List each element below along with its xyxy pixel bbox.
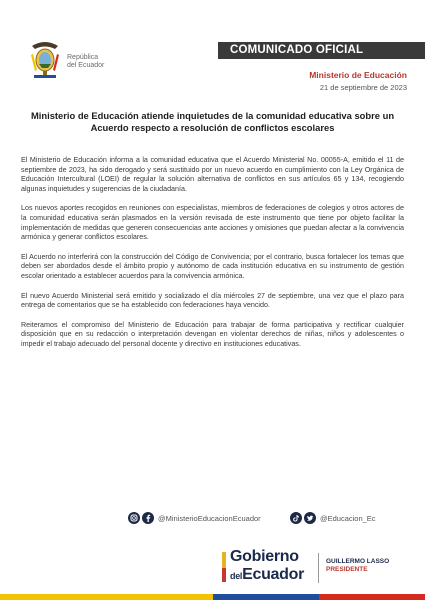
footer-divider — [318, 553, 319, 583]
president-title: PRESIDENTE — [326, 566, 368, 573]
facebook-icon[interactable] — [142, 512, 154, 524]
flag-blue-band — [213, 594, 319, 600]
document-title: Ministerio de Educación atiende inquietudes de la comunidad educativa sobre un Acuerdo respecto a resolución de conflictos escolares — [30, 110, 395, 133]
paragraph-2: Los nuevos aportes recogidos en reuniones con especialistas, miembros de federaciones de colegios y otros actores de la comunidad educativa serán plasmados en la versión revisada de este instrumento que tiene por objeto facilitar la implementación de medidas que generen consecuencias ante acciones y omisiones que puedan afectar a la convivencia armónica y generar conflictos escolares. — [21, 204, 404, 242]
flag-yellow-band — [0, 594, 213, 600]
logo-accent-bar-red — [222, 568, 226, 582]
publication-date: 21 de septiembre de 2023 — [319, 83, 407, 92]
paragraph-4: El nuevo Acuerdo Ministerial será emitido y socializado el día miércoles 27 de septiembre, una vez que el plazo para entrega de comentarios que se ha establecido con federaciones haya vencido. — [21, 291, 404, 310]
instagram-icon[interactable] — [128, 512, 140, 524]
government-logo — [222, 548, 312, 588]
official-statement-banner: COMUNICADO OFICIAL — [218, 42, 425, 59]
logo-line-2: del Ecuador — [67, 62, 105, 69]
document-body — [21, 156, 404, 360]
logo-del: del — [230, 571, 243, 581]
paragraph-1: El Ministerio de Educación informa a la comunidad educativa que el Acuerdo Ministerial No. 00055-A, emitido el 11 de septiembre de 2023, ha sido derogado y será sustituido por un nuevo acuerdo en cumplimiento con la Ley Orgánica de Educación Intercultural (LOEI) de regular la solución alternativa de conflictos en sus artículos 65 y 134, recogiendo algunas inquietudes y sugerencias de la ciudadanía. — [21, 156, 404, 193]
social-right — [290, 511, 376, 525]
paragraph-5: Reiteramos el compromiso del Ministerio de Educación para trabajar de forma participativa y rectificar cualquier disposición que en su redacción o interpretación devengan en violentar derechos de niñas, niños y adolescentes o impedir el trabajo adecuado del personal docente y directivo en instituciones educativas. — [21, 320, 404, 348]
republic-logo — [28, 40, 128, 84]
twitter-icon[interactable] — [304, 512, 316, 524]
ministry-name: Ministerio de Educación — [309, 70, 407, 80]
social-handle-right[interactable]: @Educacion_Ec — [320, 513, 376, 523]
paragraph-3: El Acuerdo no interferirá con la construcción del Código de Convivencia; por el contrario, busca fortalecer los temas que deben ser abordados desde el ámbito propio y autónomo de cada institución educativa en su instrumento de gestión escolar orientado a establecer acuerdos para la convivencia armónica. — [21, 252, 404, 280]
president-block — [326, 558, 389, 574]
flag-color-strip — [0, 594, 425, 600]
logo-line-1: República — [67, 54, 99, 61]
social-handle-left[interactable]: @MinisterioEducacionEcuador — [158, 513, 261, 523]
tiktok-icon[interactable] — [290, 512, 302, 524]
logo-gobierno: Gobierno — [230, 548, 299, 565]
social-left — [128, 511, 261, 525]
flag-red-band — [319, 594, 425, 600]
president-name: GUILLERMO LASSO — [326, 558, 390, 565]
coat-of-arms-icon — [28, 40, 62, 80]
logo-ecuador: Ecuador — [242, 566, 305, 583]
logo-del-ecuador — [230, 566, 304, 584]
